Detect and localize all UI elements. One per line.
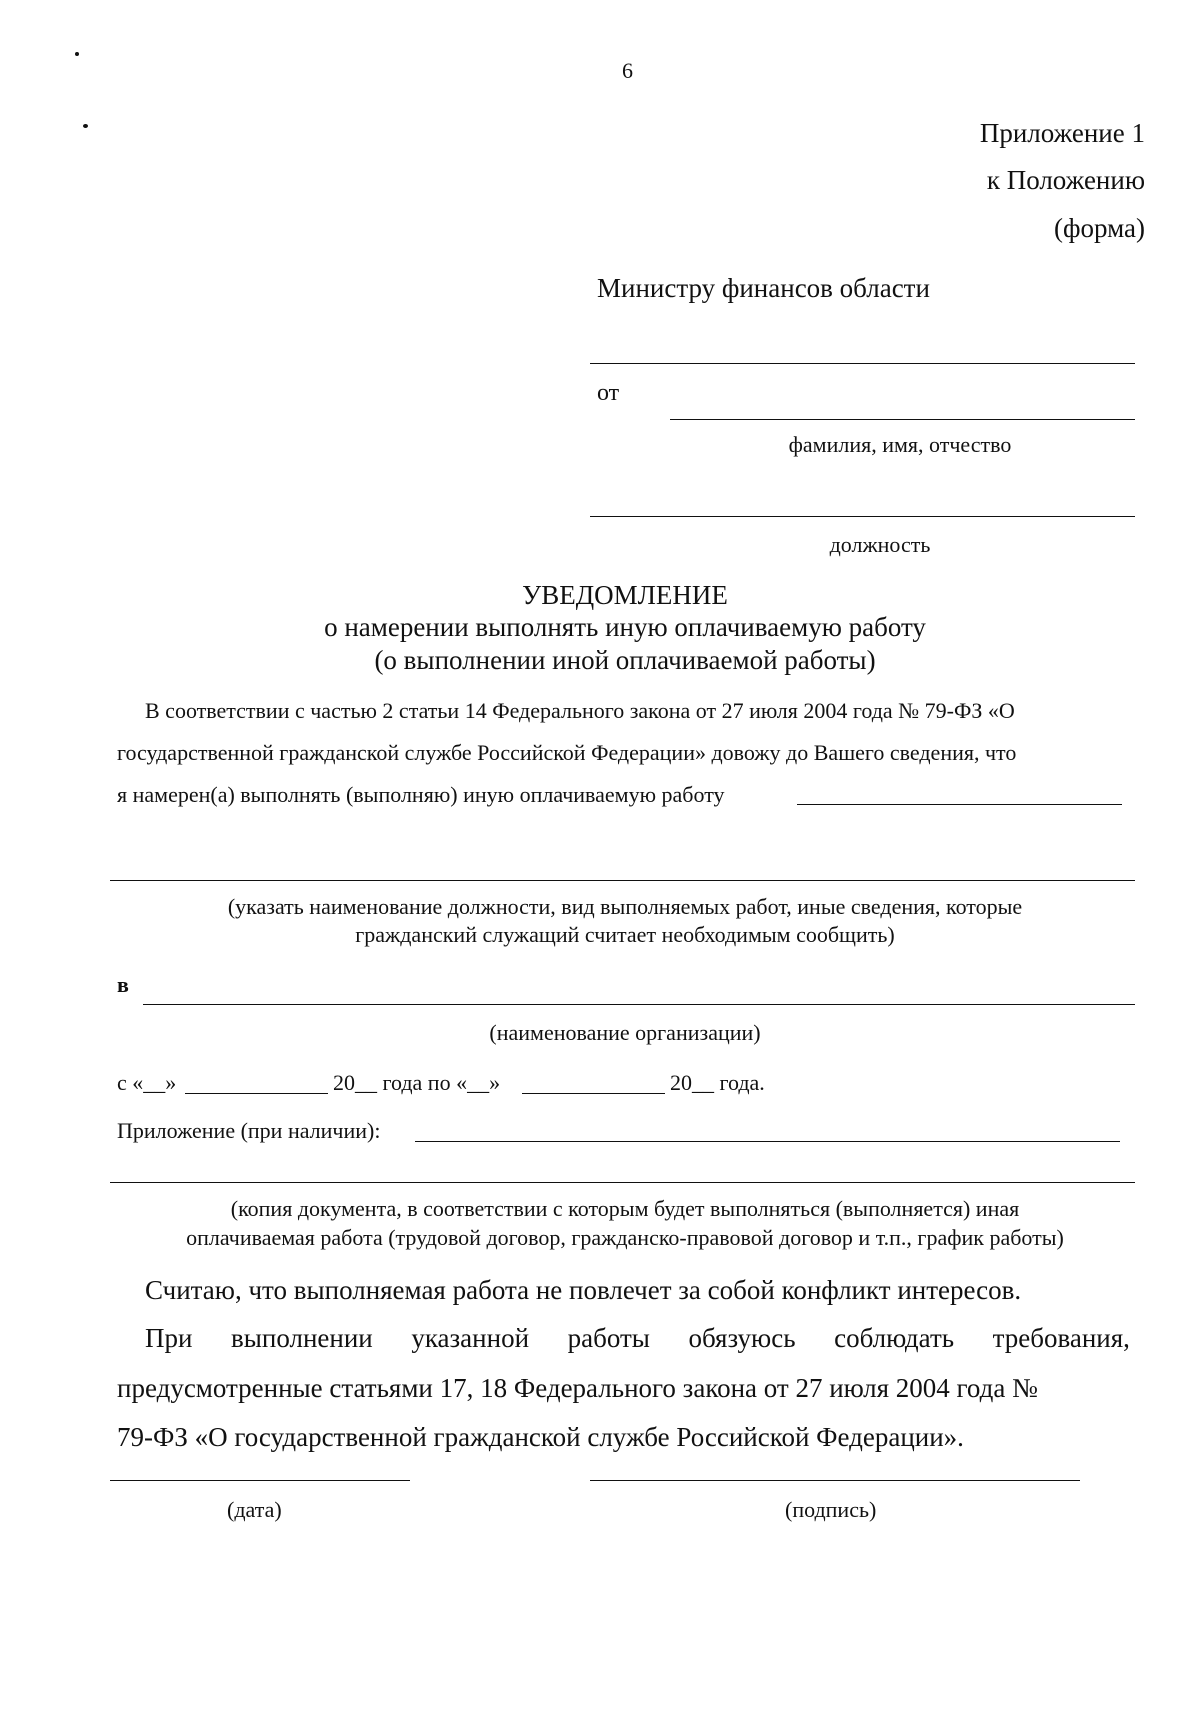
period-from: с «__» <box>117 1070 177 1095</box>
paragraph-1-line-3: я намерен(а) выполнять (выполняю) иную оплачиваемую работу <box>117 782 725 807</box>
no-conflict-statement: Считаю, что выполняемая работа не повлечет за собой конфликт интересов. <box>145 1275 1022 1305</box>
obligation-word: соблюдать <box>834 1323 955 1353</box>
obligation-word: При <box>145 1323 193 1353</box>
period-year-2: 20__ года. <box>670 1070 765 1095</box>
page-number: 6 <box>622 58 633 83</box>
obligation-word: требования, <box>992 1323 1130 1353</box>
organization-caption: (наименование организации) <box>489 1020 761 1045</box>
scan-speck <box>83 124 88 128</box>
work-caption-1: (указать наименование должности, вид выполняемых работ, иные сведения, которые <box>227 894 1023 919</box>
period-from-month-line <box>185 1093 328 1094</box>
document-title: УВЕДОМЛЕНИЕ <box>522 580 728 610</box>
document-subtitle-2: (о выполнении иной оплачиваемой работы) <box>374 645 876 675</box>
obligation-line-3: 79-ФЗ «О государственной гражданской службе Российской Федерации». <box>117 1422 964 1452</box>
attachment-line-2 <box>110 1182 1135 1183</box>
regulation-label: к Положению <box>986 165 1145 195</box>
document-subtitle-1: о намерении выполнять иную оплачиваемую работу <box>324 612 926 642</box>
attachment-line <box>415 1141 1120 1142</box>
date-line <box>110 1480 410 1481</box>
work-blank-line <box>797 804 1122 805</box>
in-label: в <box>117 972 129 997</box>
obligation-word: обязуюсь <box>688 1323 796 1353</box>
signature-line <box>590 1480 1080 1481</box>
addressee-blank-line <box>590 363 1135 364</box>
date-caption: (дата) <box>227 1497 282 1522</box>
work-details-line <box>110 880 1135 881</box>
name-blank-line <box>670 419 1135 420</box>
obligation-line-1 <box>145 1323 1130 1354</box>
signature-caption: (подпись) <box>785 1497 877 1522</box>
obligation-word: работы <box>567 1323 650 1353</box>
obligation-word: указанной <box>411 1323 530 1353</box>
period-to-month-line <box>522 1093 665 1094</box>
appendix-label: Приложение 1 <box>979 118 1145 148</box>
from-label: от <box>597 380 620 406</box>
obligation-line-2: предусмотренные статьями 17, 18 Федерального закона от 27 июля 2004 года № <box>117 1373 1038 1403</box>
paragraph-1-line-1: В соответствии с частью 2 статьи 14 Федерального закона от 27 июля 2004 года № 79-ФЗ «О <box>145 698 1015 723</box>
form-label: (форма) <box>1054 213 1145 243</box>
position-caption: должность <box>829 532 931 557</box>
work-caption-2: гражданский служащий считает необходимым сообщить) <box>355 922 895 947</box>
period-year-1: 20__ года по «__» <box>333 1070 501 1095</box>
attachment-label: Приложение (при наличии): <box>117 1118 381 1143</box>
attachment-caption-2: оплачиваемая работа (трудовой договор, гражданско-правовой договор и т.п., график работы) <box>186 1225 1064 1250</box>
position-blank-line <box>590 516 1135 517</box>
name-caption: фамилия, имя, отчество <box>788 432 1012 457</box>
attachment-caption-1: (копия документа, в соответствии с которым будет выполняться (выполняется) иная <box>230 1196 1020 1221</box>
paragraph-1-line-2: государственной гражданской службе Российской Федерации» довожу до Вашего сведения, что <box>117 740 1017 765</box>
addressee-to: Министру финансов области <box>597 273 930 303</box>
scan-speck <box>75 52 79 56</box>
organization-line <box>143 1004 1135 1005</box>
obligation-word: выполнении <box>231 1323 373 1353</box>
